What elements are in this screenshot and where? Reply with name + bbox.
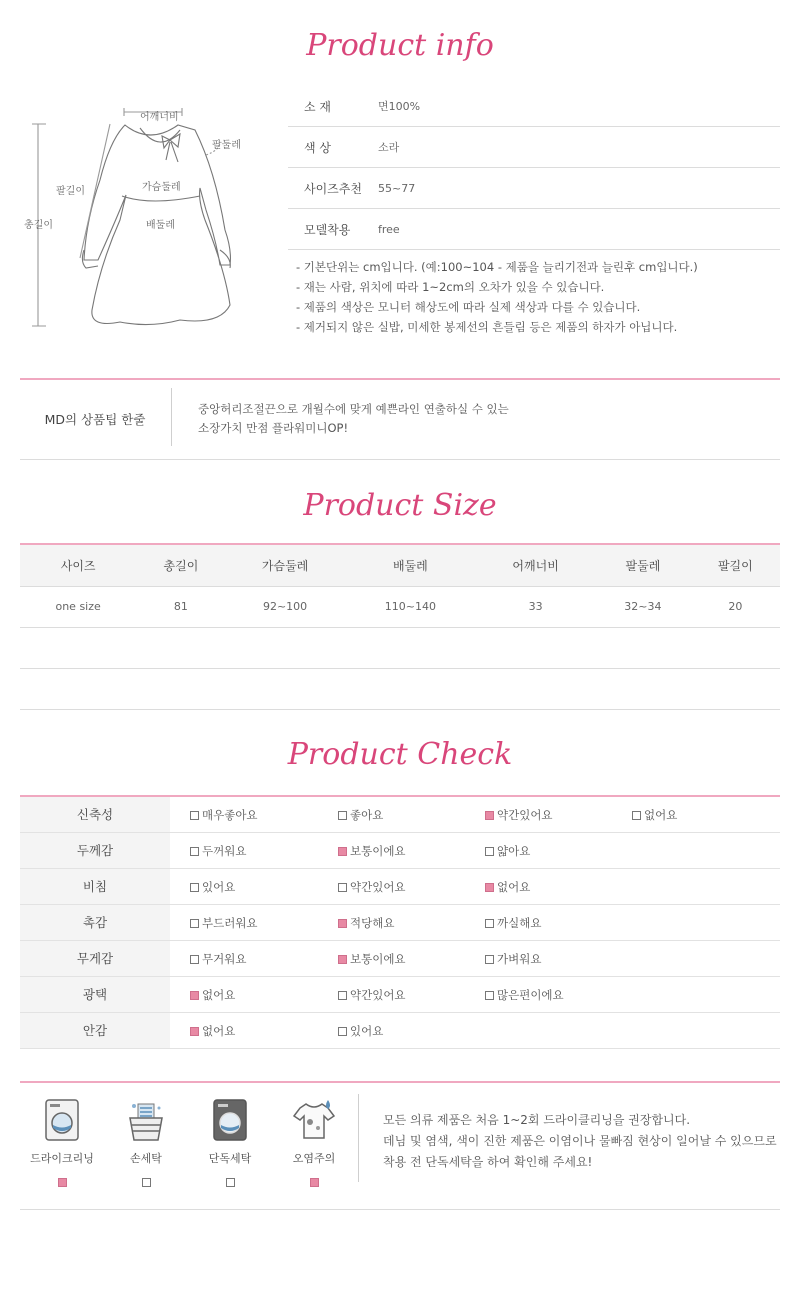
md-tip-text — [198, 400, 509, 438]
check-option — [338, 1013, 383, 1049]
check-option — [338, 797, 383, 833]
size-header: 배둘레 — [345, 544, 476, 586]
check-key: 광택 — [20, 977, 170, 1012]
check-box — [485, 883, 494, 892]
size-table — [20, 543, 780, 710]
size-cell: 110~140 — [345, 586, 476, 627]
check-box — [190, 991, 199, 1000]
check-option-label: 약간있어요 — [350, 988, 406, 1002]
care-checkbox — [142, 1178, 151, 1187]
info-value: 55~77 — [378, 181, 416, 195]
check-row — [20, 869, 780, 905]
care-label: 드라이크리닝 — [30, 1152, 94, 1165]
check-option — [485, 869, 530, 905]
care-notice-line: 착용 전 단독세탁을 하여 확인해 주세요! — [383, 1155, 593, 1169]
size-header: 팔길이 — [691, 544, 780, 586]
info-table — [288, 86, 780, 250]
check-box — [190, 847, 199, 856]
info-value: free — [378, 222, 400, 236]
check-option — [190, 797, 258, 833]
care-checkbox — [58, 1178, 67, 1187]
check-key: 신축성 — [20, 797, 170, 832]
check-option-label: 좋아요 — [350, 808, 384, 822]
check-table — [20, 795, 780, 1049]
note-line: - 재는 사람, 위치에 따라 1~2cm의 오차가 있을 수 있습니다. — [296, 280, 605, 294]
size-cell: 33 — [476, 586, 595, 627]
info-value: 면100% — [378, 100, 421, 113]
check-option-label: 얇아요 — [497, 844, 531, 858]
check-box — [190, 811, 199, 820]
dress-diagram — [20, 100, 280, 340]
info-row-color — [288, 127, 780, 168]
check-option-label: 없어요 — [202, 988, 236, 1002]
info-key: 소 재 — [304, 99, 331, 114]
check-box — [485, 847, 494, 856]
check-option-label: 적당해요 — [350, 916, 395, 930]
check-option-label: 무거워요 — [202, 952, 247, 966]
check-box — [338, 847, 347, 856]
check-row — [20, 1013, 780, 1049]
care-notice-line: 데님 및 염색, 색이 진한 제품은 이염이나 물빠짐 현상이 일어날 수 있으므로 — [383, 1134, 777, 1148]
size-header: 가슴둘레 — [226, 544, 345, 586]
care-notice — [383, 1110, 777, 1173]
check-option — [485, 941, 541, 977]
check-box — [338, 883, 347, 892]
check-option — [485, 833, 530, 869]
check-row — [20, 941, 780, 977]
size-header: 어깨너비 — [476, 544, 595, 586]
check-option-label: 보통이에요 — [350, 844, 406, 858]
check-option — [190, 833, 246, 869]
check-key: 안감 — [20, 1013, 170, 1048]
md-tip-line: 소장가치 만점 플라워미니OP! — [198, 421, 349, 435]
divider — [20, 378, 780, 380]
stain-caution-icon — [292, 1098, 336, 1142]
info-key: 사이즈추천 — [304, 181, 362, 196]
check-option-label: 없어요 — [644, 808, 678, 822]
size-header: 팔둘레 — [595, 544, 691, 586]
info-notes — [296, 257, 786, 337]
label-chest: 가슴둘레 — [142, 182, 181, 193]
check-option-label: 두꺼워요 — [202, 844, 247, 858]
care-dry-clean — [20, 1098, 104, 1187]
size-cell: 92~100 — [226, 586, 345, 627]
check-option-label: 약간있어요 — [350, 880, 406, 894]
care-label: 단독세탁 — [208, 1152, 252, 1165]
care-hand-wash — [104, 1098, 188, 1187]
check-box — [338, 991, 347, 1000]
info-value: 소라 — [378, 141, 400, 154]
divider — [20, 1081, 780, 1083]
divider — [358, 1094, 359, 1182]
note-line: - 기본단위는 cm입니다. (예:100~104 - 제품을 늘리기전과 늘린후 cm입니다.) — [296, 260, 698, 274]
note-line: - 제거되지 않은 실밥, 미세한 봉제선의 흔들림 등은 제품의 하자가 아닙니다. — [296, 320, 678, 334]
check-option — [338, 977, 406, 1013]
check-box — [190, 955, 199, 964]
check-option — [632, 797, 677, 833]
check-box — [338, 955, 347, 964]
check-option-label: 보통이에요 — [350, 952, 406, 966]
size-cell: 32~34 — [595, 586, 691, 627]
check-key: 촉감 — [20, 905, 170, 940]
check-option — [190, 977, 235, 1013]
check-option-label: 가벼워요 — [497, 952, 542, 966]
check-option-label: 있어요 — [350, 1024, 384, 1038]
info-key: 모델착용 — [304, 222, 351, 237]
check-box — [190, 883, 199, 892]
label-sleeve: 팔길이 — [56, 186, 85, 197]
divider — [171, 388, 172, 446]
label-shoulder: 어깨너비 — [140, 112, 179, 123]
check-box — [190, 919, 199, 928]
check-option — [190, 941, 246, 977]
product-check-title: Product Check — [287, 737, 513, 772]
divider — [20, 459, 780, 460]
product-info-title: Product info — [306, 28, 494, 63]
care-checkbox — [226, 1178, 235, 1187]
care-label: 오염주의 — [292, 1152, 336, 1165]
care-notice-line: 모든 의류 제품은 처음 1~2회 드라이클리닝을 권장합니다. — [383, 1113, 691, 1127]
check-option — [338, 833, 406, 869]
check-option — [485, 905, 541, 941]
check-box — [338, 811, 347, 820]
check-option-label: 있어요 — [202, 880, 236, 894]
label-waist: 배둘레 — [146, 220, 175, 231]
check-key: 두께감 — [20, 833, 170, 868]
check-option-label: 까실해요 — [497, 916, 542, 930]
check-box — [485, 955, 494, 964]
size-header: 사이즈 — [20, 544, 136, 586]
check-row — [20, 977, 780, 1013]
size-row — [20, 586, 780, 627]
check-box — [338, 919, 347, 928]
check-option — [338, 941, 406, 977]
check-option — [190, 905, 258, 941]
hand-wash-icon — [126, 1098, 166, 1142]
check-option — [190, 1013, 235, 1049]
size-cell: one size — [20, 586, 136, 627]
check-option-label: 없어요 — [497, 880, 531, 894]
md-tip-label: MD의 상품팁 한줄 — [44, 412, 146, 427]
check-option — [338, 869, 406, 905]
md-tip-line: 중앙허리조절끈으로 개월수에 맞게 예쁜라인 연출하실 수 있는 — [198, 402, 509, 416]
info-row-size-recommend — [288, 168, 780, 209]
care-separate-wash — [188, 1098, 272, 1187]
check-option-label: 매우좋아요 — [202, 808, 258, 822]
info-row-model — [288, 209, 780, 250]
info-key: 색 상 — [304, 140, 331, 155]
check-option-label: 약간있어요 — [497, 808, 553, 822]
info-row-material — [288, 86, 780, 127]
check-box — [485, 991, 494, 1000]
size-header-row — [20, 544, 780, 586]
check-box — [485, 811, 494, 820]
check-option — [485, 977, 564, 1013]
check-key: 비침 — [20, 869, 170, 904]
check-box — [485, 919, 494, 928]
product-size-title: Product Size — [303, 488, 497, 523]
size-empty-row — [20, 627, 780, 668]
check-row — [20, 833, 780, 869]
divider — [20, 1209, 780, 1210]
label-armhole: 팔둘레 — [212, 140, 241, 151]
care-stain-caution — [272, 1098, 356, 1187]
check-key: 무게감 — [20, 941, 170, 976]
check-row — [20, 905, 780, 941]
check-option-label: 많은편이에요 — [497, 988, 564, 1002]
check-box — [338, 1027, 347, 1036]
dry-clean-icon — [42, 1098, 82, 1142]
check-option — [485, 797, 553, 833]
check-option — [190, 869, 235, 905]
note-line: - 제품의 색상은 모니터 해상도에 따라 실제 색상과 다를 수 있습니다. — [296, 300, 641, 314]
check-option — [338, 905, 394, 941]
size-header: 총길이 — [136, 544, 225, 586]
size-empty-row — [20, 668, 780, 709]
check-box — [632, 811, 641, 820]
check-option-label: 부드러워요 — [202, 916, 258, 930]
washing-machine-icon — [210, 1098, 250, 1142]
label-length: 총길이 — [24, 220, 53, 231]
care-checkbox — [310, 1178, 319, 1187]
check-row — [20, 797, 780, 833]
check-option-label: 없어요 — [202, 1024, 236, 1038]
care-label: 손세탁 — [130, 1152, 162, 1165]
size-cell: 81 — [136, 586, 225, 627]
check-box — [190, 1027, 199, 1036]
size-cell: 20 — [691, 586, 780, 627]
